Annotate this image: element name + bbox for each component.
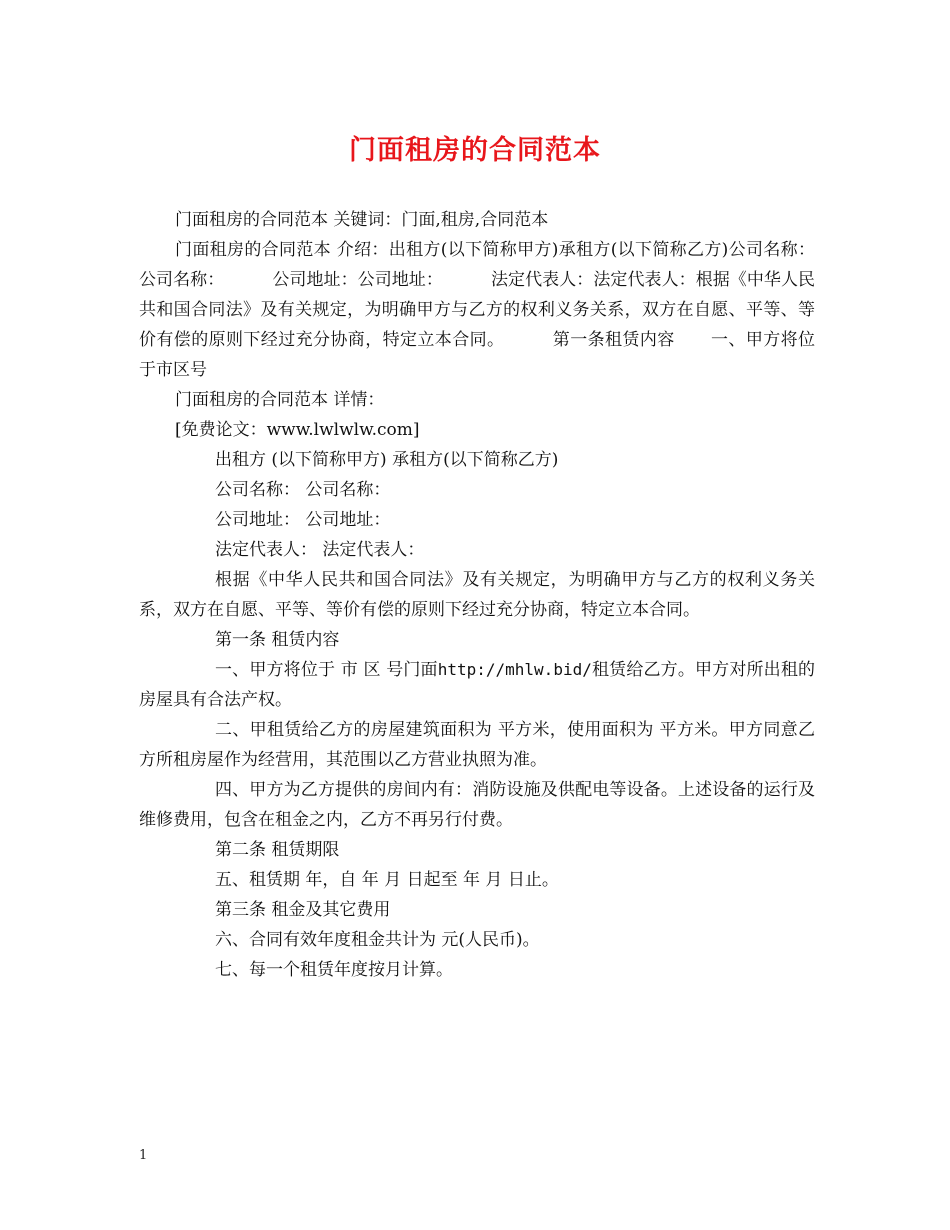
clause1-prefix: 一、甲方将位于 市 区 号门面 [215, 660, 438, 680]
article3-heading: 第三条 租金及其它费用 [215, 900, 391, 920]
document-body [139, 205, 815, 985]
source-line: [免费论文：www.lwlwlw.com] [175, 420, 420, 440]
clause6-paragraph: 六、合同有效年度租金共计为 元(人民币)。 [215, 930, 540, 950]
summary-item1: 一、甲方将位于市区号 [139, 330, 816, 380]
clause7-paragraph: 七、每一个租赁年度按月计算。 [215, 960, 453, 980]
summary-article1: 第一条 [552, 330, 606, 350]
clause5-paragraph: 五、租赁期 年，自 年 月 日起至 年 月 日止。 [215, 870, 559, 890]
legal-rep-line: 法定代表人： 法定代表人： [215, 540, 425, 560]
summary-paragraph [139, 235, 815, 385]
parties-line: 出租方 (以下简称甲方) 承租方(以下简称乙方) [215, 450, 559, 470]
company-address-line: 公司地址： 公司地址： [215, 510, 391, 530]
clause1-paragraph [139, 655, 815, 715]
summary-basis: 根据《中华人民共和国合同法》及有关规定，为明确甲方与乙方的权利义务关系，双方在自愿、平等、等价有偿的原则下经过充分协商，特定立本合同。 [139, 270, 816, 350]
summary-intro: 门面租房的合同范本 介绍：出租方(以下简称甲方)承租方(以下简称乙方) [175, 240, 729, 260]
page-number: 1 [139, 1148, 148, 1163]
summary-company-address: 公司地址：公司地址： [272, 270, 443, 290]
document-title: 门面租房的合同范本 [349, 135, 601, 166]
article2-heading: 第二条 租赁期限 [215, 840, 340, 860]
clause4-paragraph: 四、甲方为乙方提供的房间内有：消防设施及供配电等设备。上述设备的运行及维修费用，包含在租金之内，乙方不再另行付费。 [139, 780, 815, 830]
clause1-suffix: 租赁给乙方。甲方对所出租的房屋具有合法产权。 [139, 660, 816, 710]
summary-legal-rep: 法定代表人：法定代表人： [490, 270, 696, 290]
summary-company-name: 公司名称：公司名称： [139, 240, 816, 290]
basis-paragraph: 根据《中华人民共和国合同法》及有关规定，为明确甲方与乙方的权利义务关系，双方在自愿、平等、等价有偿的原则下经过充分协商，特定立本合同。 [139, 570, 815, 620]
summary-article1-cont: 租赁内容 [605, 330, 675, 350]
clause1-url-link[interactable]: http://mhlw.bid/ [437, 660, 592, 679]
keywords-line: 门面租房的合同范本 关键词：门面,租房,合同范本 [175, 210, 549, 230]
clause2-paragraph: 二、甲租赁给乙方的房屋建筑面积为 平方米，使用面积为 平方米。甲方同意乙方所租房屋作为经营用，其范围以乙方营业执照为准。 [139, 720, 815, 770]
company-name-line: 公司名称： 公司名称： [215, 480, 391, 500]
article1-heading: 第一条 租赁内容 [215, 630, 340, 650]
details-label: 门面租房的合同范本 详情： [175, 390, 385, 410]
